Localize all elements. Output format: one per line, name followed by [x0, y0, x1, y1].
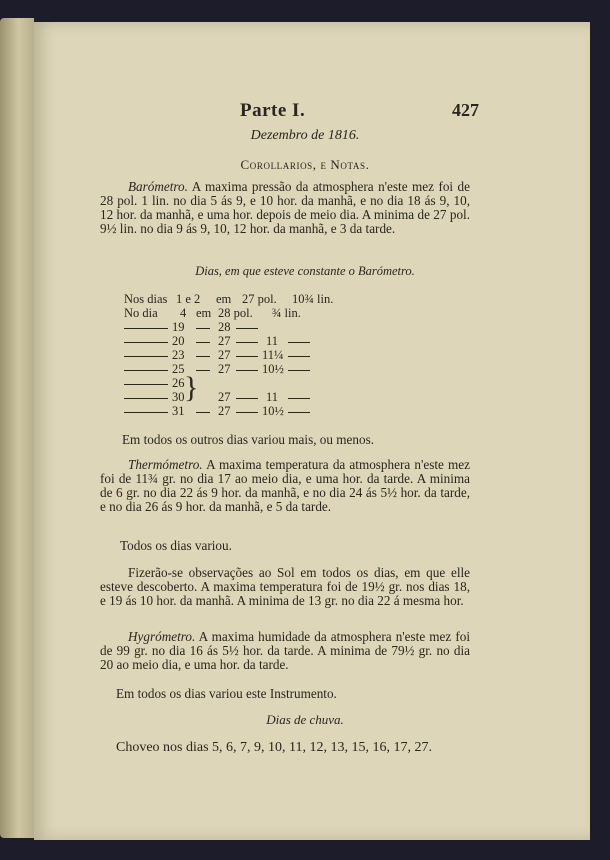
barometro-paragraph	[100, 180, 470, 236]
row-lin: 11¼	[262, 348, 284, 362]
ditto-dash	[124, 356, 168, 357]
ditto-dash	[236, 356, 258, 357]
row-day: 30	[172, 390, 185, 404]
row-day: 26	[172, 376, 185, 390]
row-pol: 27 pol.	[242, 292, 277, 306]
row-lin: 10½	[262, 404, 284, 418]
barometro-text: A maxima pressão da atmosphera n'este mez foi de 28 pol. 1 lin. no dia 5 ás 9, e 10 hor. da manhã, e no dia 18 ás 9, 10, 12 hor. da manhã, e uma hor. depois de meio dia. A minima de 27 pol. 9½ lin. no dia 9 ás 9, 10, 12 hor. da manhã, e 3 da tarde.	[100, 179, 471, 236]
sol-paragraph	[100, 566, 470, 608]
brace-icon: }	[184, 371, 199, 404]
row-lin: ¾ lin.	[272, 306, 301, 320]
ditto-dash	[196, 370, 210, 371]
row-lin: 10½	[262, 362, 284, 376]
row-em: em	[196, 306, 212, 320]
row-pol: 28 pol.	[218, 306, 253, 320]
row-day: 19	[172, 320, 185, 334]
hygrometro-paragraph	[100, 630, 470, 672]
page-header-title: Parte I.	[240, 100, 306, 121]
row-day: 20	[172, 334, 185, 348]
row-days: 1 e 2	[176, 292, 201, 306]
ditto-dash	[196, 412, 210, 413]
variou-instrumento: Em todos os dias variou este Instrumento.	[116, 686, 337, 701]
row-lin: 11	[266, 334, 279, 348]
row-day: 25	[172, 362, 185, 376]
ditto-dash	[124, 398, 168, 399]
ditto-dash	[196, 356, 210, 357]
row-pol: 27	[218, 390, 231, 404]
row-day: 31	[172, 404, 185, 418]
row-pol: 27	[218, 334, 231, 348]
row-pol: 28	[218, 320, 231, 334]
ditto-dash	[124, 370, 168, 371]
ditto-dash	[196, 342, 210, 343]
ditto-dash	[288, 356, 310, 357]
thermometro-paragraph	[100, 458, 470, 514]
chuva-text: Choveo nos dias 5, 6, 7, 9, 10, 11, 12, 13, 15, 16, 17, 27.	[116, 740, 433, 755]
ditto-dash	[288, 370, 310, 371]
ditto-dash	[236, 328, 258, 329]
row-day: 23	[172, 348, 185, 362]
ditto-dash	[288, 398, 310, 399]
row-days: 4	[180, 306, 187, 320]
chuva-heading: Dias de chuva.	[266, 712, 344, 727]
date-heading: Dezembro de 1816.	[250, 128, 360, 143]
ditto-dash	[124, 384, 168, 385]
hygrometro-lead: Hygrómetro.	[128, 629, 196, 644]
row-label: No dia	[124, 306, 158, 320]
ditto-dash	[288, 342, 310, 343]
ditto-dash	[124, 328, 168, 329]
page-number: 427	[452, 100, 479, 120]
row-lin: 11	[266, 390, 279, 404]
variou-todos: Todos os dias variou.	[120, 538, 232, 553]
barometro-lead: Barómetro.	[128, 179, 188, 194]
row-lin: 10¾ lin.	[292, 292, 334, 306]
hygrometro-text: A maxima humidade da atmosphera n'este mez foi de 99 gr. no dia 16 ás 5½ hor. da tarde. A minima de 79½ gr. no dia 20 ao meio dia, e uma hor. da tarde.	[100, 629, 470, 672]
variou-barometro: Em todos os outros dias variou mais, ou menos.	[122, 432, 375, 447]
ditto-dash	[124, 342, 168, 343]
constant-heading: Dias, em que esteve constante o Barómetro.	[195, 264, 415, 278]
sol-text: Fizerão-se observações ao Sol em todos os dias, em que elle esteve descoberto. A maxima temperatura foi de 19½ gr. nos dias 18, e 19 ás 10 hor. da manhã. A minima de 13 gr. no dia 22 á mesma hor.	[100, 565, 470, 608]
ditto-dash	[236, 398, 258, 399]
ditto-dash	[236, 370, 258, 371]
ditto-dash	[196, 328, 210, 329]
ditto-dash	[236, 412, 258, 413]
ditto-dash	[236, 342, 258, 343]
thermometro-text: A maxima temperatura da atmosphera n'este mez foi de 11¾ gr. no dia 17 ao meio dia, e uma hor. da tarde. A minima de 6 gr. no dia 22 ás 9 hor. da manhã, e no dia 24 ás 5½ hor. da tarde, e no dia 26 ás 9 hor. da manhã, e 5 da tarde.	[100, 457, 470, 514]
row-pol: 27	[218, 404, 231, 418]
row-label: Nos dias	[124, 292, 168, 306]
section-title: Corollarios, e Notas.	[240, 157, 370, 172]
row-em: em	[216, 292, 232, 306]
row-pol: 27	[218, 362, 231, 376]
ditto-dash	[288, 412, 310, 413]
row-pol: 27	[218, 348, 231, 362]
thermometro-lead: Thermómetro.	[128, 457, 203, 472]
ditto-dash	[124, 412, 168, 413]
